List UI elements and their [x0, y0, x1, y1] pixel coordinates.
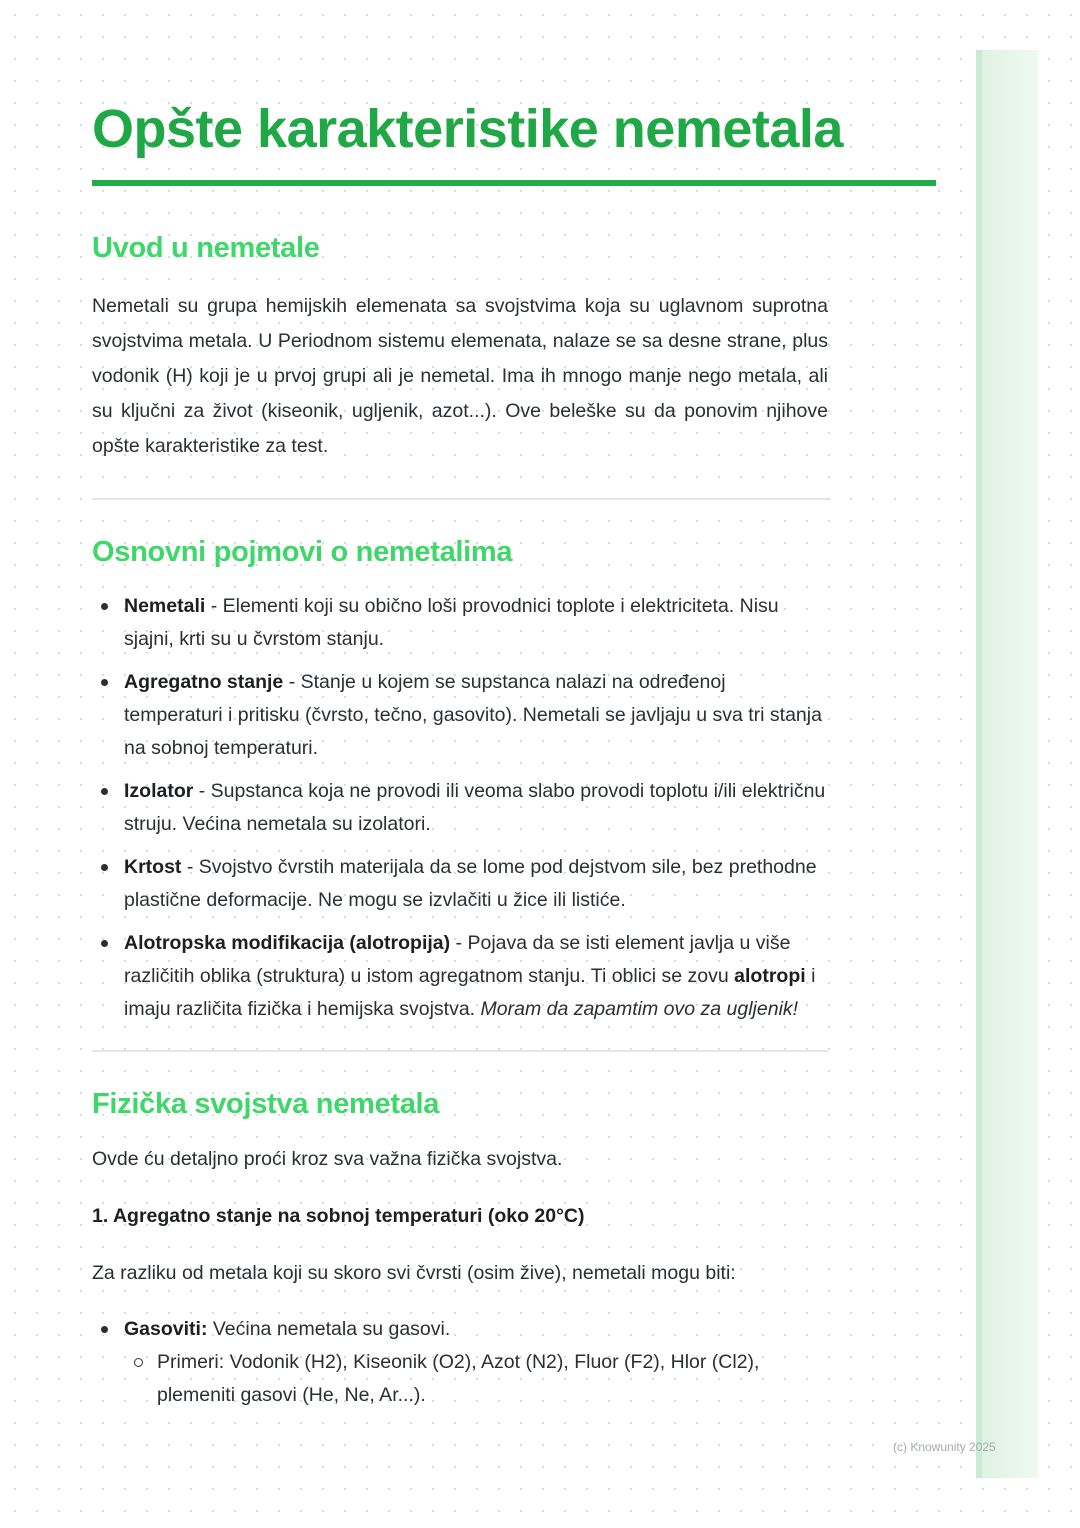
term-label: Agregatno stanje: [124, 671, 284, 693]
basics-list: [92, 590, 828, 1026]
term-definition: - Elementi koji su obično loši provodnici toplote i elektriciteta. Nisu sjajni, krti su u čvrstom stanju.: [124, 595, 779, 650]
term-definition: - Stanje u kojem se supstanca nalazi na određenoj temperaturi i pritisku (čvrsto, tečno, gasovito). Nemetali se javljaju u sva tri stanja na sobnoj temperaturi.: [124, 671, 822, 759]
study-note: Moram da zapamtim ovo za ugljenik!: [480, 998, 799, 1020]
term-definition: Većina nemetala su gasovi.: [207, 1318, 451, 1340]
page-title: Opšte karakteristike nemetala: [92, 99, 843, 159]
examples-list: [124, 1346, 828, 1412]
section-divider: [92, 1050, 828, 1052]
section-heading-intro: Uvod u nemetale: [92, 232, 320, 264]
section-divider: [92, 498, 828, 500]
term-label: Alotropska modifikacija (alotropija): [124, 932, 451, 954]
subsection-heading: 1. Agregatno stanje na sobnoj temperaturi (oko 20°C): [92, 1205, 585, 1227]
section-heading-basics: Osnovni pojmovi o nemetalima: [92, 536, 513, 568]
list-item: [92, 775, 828, 841]
sub-list-item: Primeri: Vodonik (H2), Kiseonik (O2), Azot (N2), Fluor (F2), Hlor (Cl2), plemeniti gasovi (He, Ne, Ar...).: [157, 1346, 828, 1412]
title-underline: [92, 180, 936, 186]
physical-lead: Za razliku od metala koji su skoro svi čvrsti (osim žive), nemetali mogu biti:: [92, 1262, 736, 1284]
side-strip: [976, 50, 1038, 1478]
term-label: Krtost: [124, 856, 182, 878]
physical-intro: Ovde ću detaljno proći kroz sva važna fizička svojstva.: [92, 1148, 563, 1170]
document-body: [92, 92, 938, 1422]
term-definition: - Svojstvo čvrstih materijala da se lome pod dejstvom sile, bez prethodne plastične deformacije. Ne mogu se izvlačiti u žice ili listiće.: [124, 856, 817, 911]
intro-paragraph: Nemetali su grupa hemijskih elemenata sa svojstvima koja su uglavnom suprotna svojstvima metala. U Periodnom sistemu elemenata, nalaze se sa desne strane, plus vodonik (H) koji je u prvoj grupi ali je nemetal. Ima ih mnogo manje nego metala, ali su ključni za život (kiseonik, ugljenik, azot...). Ove beleške su da ponovim njihove opšte karakteristike za test.: [92, 295, 828, 457]
list-item: [92, 1313, 828, 1412]
list-item: [92, 851, 828, 917]
term-label-inline: alotropi: [734, 965, 806, 987]
list-item: [92, 666, 828, 765]
term-definition: - Supstanca koja ne provodi ili veoma slabo provodi toplotu i/ili električnu struju. Većina nemetala su izolatori.: [124, 780, 826, 835]
term-label: Nemetali: [124, 595, 206, 617]
term-definition: - Pojava da se isti element javlja u više različitih oblika (struktura) u istom agregatnom stanju. Ti oblici se zovu: [124, 932, 791, 987]
term-label: Gasoviti:: [124, 1318, 208, 1340]
term-label: Izolator: [124, 780, 194, 802]
term-definition-continued: i imaju različita fizička i hemijska svojstva.: [124, 965, 816, 1020]
section-heading-physical: Fizička svojstva nemetala: [92, 1088, 440, 1120]
watermark: (c) Knowunity 2025: [893, 1440, 996, 1454]
states-list: [92, 1313, 828, 1412]
list-item: [92, 590, 828, 656]
list-item: [92, 927, 828, 1026]
